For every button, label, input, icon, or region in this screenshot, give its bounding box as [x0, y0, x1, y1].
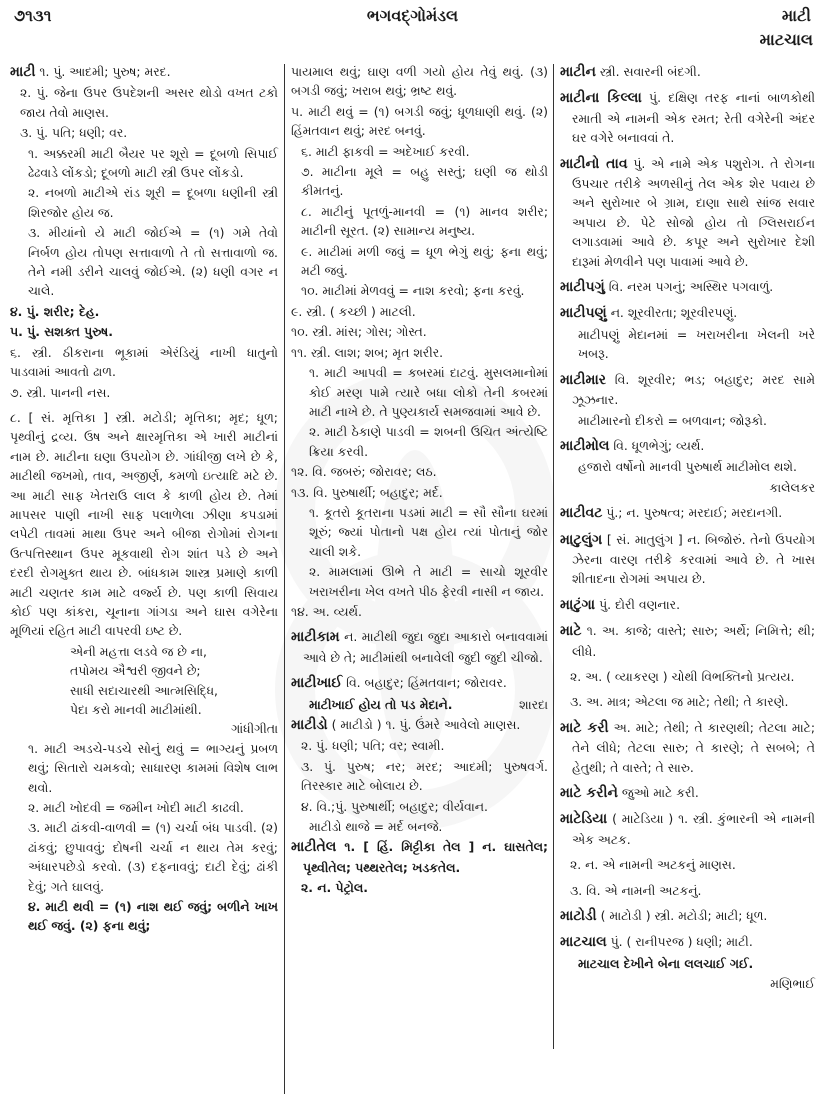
sense: ૧૨. વિ. જબરું; જોરાવર; લઠ.	[291, 464, 437, 480]
entry-text: પું. દોરી વણનાર.	[595, 596, 681, 612]
column-divider	[284, 64, 285, 1094]
sense: ૨. અ. ( વ્યાકરણ ) ચોથી વિભક્તિનો પ્રત્યય.	[570, 668, 795, 684]
sense: ૫. પું. સશક્ત પુરુષ.	[10, 324, 113, 340]
dictionary-title: ભગવદ્ગોમંડલ	[366, 6, 459, 25]
page-header	[0, 0, 825, 60]
verse-line: પેદા કરો માનવી માટીમાંથી.	[70, 702, 202, 717]
headword: માટુલુંગ	[560, 531, 603, 548]
sense: ૩. પું. પતિ; ધણી; વર.	[20, 125, 128, 141]
usage-quote: માટીમારનો દીકરો = બળવાન; જોરૂકો.	[578, 412, 767, 428]
headword: માટીના કિલ્લા	[560, 90, 642, 107]
entry	[560, 621, 815, 661]
entry-text: જુઓ માટે કરી.	[617, 785, 699, 800]
entry	[560, 277, 815, 297]
idiom: ૨. માટી ઠેકાણે પાડવી = શબની ઉચિત અંત્યેષ્ટિ ક્રિયા કરવી.	[309, 424, 548, 459]
verse-quote	[10, 642, 278, 720]
quote-source: મણિભાઈ	[770, 976, 815, 992]
entry-text: ૧. અ. કાજે; વાસ્તે; સારુ; અર્થે; નિમિત્તે; થી; લીધે.	[572, 623, 815, 659]
idiom: ૯. માટીમાં મળી જવું = ધૂળ ભેગું થવું; ફના થવું; મટી જવું.	[301, 243, 548, 279]
sense: ૨. પું. જેના ઉપર ઉપદેશની અસર થોડો વખત ટકો જાય તેવો માણસ.	[20, 85, 278, 120]
entry	[560, 62, 815, 82]
entry-text: ( માટેડિયા ) ૧. સ્ત્રી. કુંભારની એ નામની એક અટક.	[572, 811, 815, 847]
sense: ૬. સ્ત્રી. ઠીકરાના ભૂકામાં એરંડિયું નાખી ધાતુનો પાડવામાં આવતો ઢાળ.	[10, 344, 278, 380]
entry-text: ૧. પું. આદમી; પુરુષ; મરદ.	[35, 64, 171, 79]
entry-text: ન. શૂરવીરતા; શૂરવીરપણું.	[606, 305, 738, 321]
idiom: ૫. માટી થવું = (૧) બગડી જવું; ધૂળધાણી થવું. (૨) હિંમતવાન થવું; મરદ બનવું.	[291, 103, 548, 139]
headword: માટીન	[560, 64, 596, 80]
idiom: ૮. માટીનું પૂતળું-માનવી = (૧) માનવ શરીર; માટીની સૂરત. (૨) સામાન્ય મનુષ્ય.	[301, 203, 548, 239]
headword: માટીડો	[291, 717, 328, 733]
sense: ૨. પું. ધણી; પતિ; વર; સ્વામી.	[301, 738, 445, 754]
idiom: ૬. માટી ફાકવી = અદેખાઈ કરવી.	[301, 143, 470, 159]
sense: ૭. સ્ત્રી. પાનની નસ.	[10, 384, 111, 400]
entry	[560, 595, 815, 615]
headword: માટે	[560, 623, 582, 640]
entry-text: ૧. [ હિં. મિટ્ટીકા તેલ ] ન. ઘાસતેલ; પૃથ્વીતેલ; પથ્થરતેલ; ખડકતેલ.	[303, 839, 548, 875]
headword: માટચાલ	[560, 934, 607, 951]
entry-text: પું. ( રાનીપરજ ) ધણી; માટી.	[606, 934, 753, 950]
entry-text: પું.; ન. પુરુષત્વ; મરદાઈ; મરદાનગી.	[602, 505, 783, 521]
idiom: ૨. નબળો માટીએ રાંડ શૂરી = દૂબળા ધણીની સ્ત્રી શિરજોર હોય જ.	[28, 185, 278, 220]
column-divider	[553, 64, 554, 1049]
headword: માટેડિયા	[560, 811, 608, 828]
sense: ૯. સ્ત્રી. ( કચ્છી ) માટલી.	[291, 303, 416, 319]
continued-text: પાયમાલ થવું; ઘાણ વળી ગયો હોય તેવું થવું. (૩) બગડી જવું; ખરાબ થવું; ભ્રષ્ટ થવું.	[291, 64, 548, 99]
idiom: ૪. માટી થવી = (૧) નાશ થઈ જવું; બળીને ખાખ થઈ જવું. (૨) ફના થવું;	[28, 899, 278, 934]
idiom: ૩. મીયાંનો યે માટી જોઈએ = (૧) ગમે તેવો નિર્બળ હોય તોપણ સત્તાવાળો તે તો સત્તાવાળો જ. તેને નમી ડરીને ચાલવું જોઈએ. (૨) ધણી વગર ન ચાલે.	[28, 225, 278, 299]
idiom: ૩. માટી ઢાંકવી-વાળવી = (૧) ચર્ચા બંધ પાડવી. (૨) ઢાંકવું; છુપાવવું; દોષની ચર્ચા ન થાય તેમ કરવું; અંધારપછેડો કરવો. (૩) દફનાવવું; દાટી દેવું; ઢાંકી દેવું; ગતે ઘાલવું.	[28, 820, 278, 894]
entry-text: સ્ત્રી. સવારની બંદગી.	[595, 64, 701, 79]
idiom: ૨. મામલામાં ઊભે તે માટી = સાચો શૂરવીર ખરાખરીના ખેલ વખતે પીઠ ફેરવી નાસી ન જાય.	[309, 564, 548, 599]
verse-line: સાધી સદાચારથી આત્મસિદ્ધિ,	[70, 682, 218, 698]
headword: માટીમોલ	[560, 437, 610, 454]
entry	[560, 906, 815, 926]
entry-text: પું. દક્ષિણ તરફ નાનાં બાળકોથી રમાતી એ નામની એક રમત; રેતી વગેરેની અંદર ઘર વગેરે બનાવવાં તે.	[572, 90, 815, 146]
entry-text: વિ. બહાદુર; હિંમતવાન; જોરાવર.	[342, 675, 507, 691]
headword: માટે કરી	[560, 719, 609, 736]
headword: માટીપગું	[560, 279, 605, 296]
headword: માટીતેલ	[291, 839, 337, 856]
entry	[560, 370, 815, 410]
verse-line: એની મહત્તા લડવે જ છે ના,	[70, 643, 207, 659]
entry-text: [ સં. માતુલુંગ ] ન. બિજોરું. તેનો ઉપયોગ ઝેરના વારણ તરીકે કરવામાં આવે છે. તે ખાસ શીતાદના રોગમાં અપાય છે.	[572, 531, 815, 587]
entry-text: પું. એ નામે એક પશુરોગ. તે રોગના ઉપચાર તરીકે અળસીનું તેલ એક શેર પવાય છે અને સુરોખાર બે ગ્રામ, દાણા સાથે સાંજ સવાર અપાય છે. પેટે સોજો હોય તો ગ્લિસરાઈન લગાડવામાં આવે છે. કપૂર અને સુરોખાર દેશી દારૂમાં મેળવીને પણ પાવામાં આવે છે.	[572, 155, 815, 269]
entry-text: ( માટોડી ) સ્ત્રી. મટોડી; માટી; ધૂળ.	[596, 908, 768, 924]
entry	[560, 436, 815, 456]
sense: ૧૦. સ્ત્રી. માંસ; ગોસ; ગોસ્ત.	[291, 324, 427, 340]
guide-word-last: માટચાલ	[759, 30, 813, 49]
sense: ૨. ન. પેટ્રોલ.	[301, 880, 368, 896]
entry	[291, 715, 548, 735]
headword: માટીકામ	[291, 629, 340, 646]
idiom: ૧૦. માટીમાં મેળવવું = નાશ કરવો; ફના કરવું.	[301, 283, 525, 299]
quote-source: ગાંધીગીતા	[231, 721, 278, 737]
sense: ૩. વિ. એ નામની અટકનું.	[570, 882, 702, 898]
verse-line: તપોમય ઐશ્વરી જીવને છે;	[70, 663, 201, 679]
idiom: ૧. કૂતરો કૂતરાના પડમાં માટી = સૌ સૌના ઘરમાં શૂરું; જ્યાં પોતાનો પક્ષ હોય ત્યાં પોતાનું જોર ચાલી શકે.	[309, 504, 548, 559]
entry	[560, 88, 815, 147]
entry	[560, 503, 815, 523]
entry	[560, 530, 815, 589]
entry	[560, 154, 815, 271]
sense: ૧૩. વિ. પુરુષાર્થી; બહાદુર; મર્દ.	[291, 484, 443, 500]
sense: ૩. અ. માત્ર; એટલા જ માટે; તેથી; તે કારણે.	[570, 694, 789, 710]
idiom: ૧. માટી અડચે-પડચે સોનું થવું = ભાગ્યનું પ્રબળ થવું; સિતારો ચમકવો; સાધારણ કામમાં વિશેષ લાભ થવો.	[28, 740, 278, 795]
sense: ૮. [ સં. મૃત્તિકા ] સ્ત્રી. મટોડી; મૃત્તિકા; મૃદ; ધૂળ; પૃથ્વીનું દ્રવ્ય. ઉષ અને ક્ષારમૃત્તિકા એ ખારી માટીનાં નામ છે. માટીના ઘણા ઉપયોગ છે. ગાંધીજી લખે છે કે, માટીથી જખમો, તાવ, અજીર્ણ, કમળો ઇત્યાદિ મટે છે. આ માટી સાફ ખેતરાઉ લાલ કે કાળી હોય છે. તેમાં માપસર પાણી નાખી સાફ પલાળેલા ઝીણા કપડામાં લપેટી તાવમાં માથા ઉપર અને બીજા રોગોમાં રોગના ઉત્પત્તિસ્થાન ઉપર મૂકવાથી રોગ શાંત પડે છે અને દરદી રોગમુક્ત થાય છે. બાંધકામ શાસ્ત્ર પ્રમાણે કાળી માટી ચણતર કામ માટે વર્જ્ય છે. પણ કાળી સિવાય કોઈ પણ કાંકરા, ચૂનાના ગાંગડા અને ઘાસ વગેરેના મૂળિયાં રહિત માટી વાપરવી ઇષ્ટ છે.	[10, 409, 278, 639]
entry-text: વિ. શૂરવીર; ભડ; બહાદુર; મરદ સામે ઝૂઝનાર.	[572, 371, 815, 408]
usage-quote: માટીડો થાજે = મર્દ બનજે.	[309, 819, 443, 835]
sense: ૪. પું. શરીર; દેહ.	[10, 303, 100, 319]
sense: ૨. ન. એ નામની અટકનું માણસ.	[570, 857, 736, 873]
usage-quote	[291, 695, 548, 714]
entry	[10, 62, 278, 82]
entry-text: ન. માટીથી જુદા જુદા આકારો બનાવવામાં આવે છે તે; માટીમાંથી બનાવેલી જુદી જુદી ચીજો.	[303, 629, 548, 665]
usage-quote: હજારો વર્ષોનો માનવી પુરુષાર્થ માટીમોલ થશે.	[578, 459, 797, 475]
headword: માટીમાર	[560, 371, 607, 388]
headword: માટીવટ	[560, 505, 603, 522]
sense: ૩. પું. પુરુષ; નર; મરદ; આદમી; પુરુષવર્ગ. તિરસ્કાર માટે બોલાય છે.	[301, 758, 548, 794]
entry	[291, 673, 548, 693]
headword: માટોડી	[560, 908, 597, 925]
column-1	[10, 62, 278, 937]
entry	[560, 303, 815, 323]
usage-quote: માટચાલ દેખીને બેના લલચાઈ ગઈ.	[578, 955, 754, 971]
idiom: ૭. માટીના મૂલે = બહુ સસ્તું; ઘણી જ થોડી કીમતનું.	[301, 164, 548, 199]
headword: માટીનો તાવ	[560, 155, 628, 172]
entry-text: વિ. નરમ પગનું; અસ્થિર પગવાળું.	[604, 279, 774, 295]
sense: ૪. વિ.;પું. પુરુષાર્થી; બહાદુર; વીર્યવાન.	[301, 798, 488, 814]
idiom: ૧. અક્કરમી માટી બૈયર પર શૂરો = દૂબળો સિપાઈ ઢેઢવાડે લોંકડો; દૂબળો માટી સ્ત્રી ઉપર લોંકડો.	[28, 145, 278, 181]
headword: માટે કરીને	[560, 785, 618, 801]
sense: ૧૪. અ. વ્યર્થ.	[291, 603, 362, 619]
sense: ૧૧. સ્ત્રી. લાશ; શબ; મૃત શરીર.	[291, 344, 444, 360]
usage-quote: માટીપણું મેદાનમાં = ખરાખરીના ખેલની ખરે ખબરૂ.	[578, 326, 815, 362]
entry-text: ( માટીડો ) ૧. પું. ઉંમરે આવેલો માણસ.	[327, 717, 521, 732]
entry	[560, 783, 815, 803]
column-3	[560, 62, 815, 994]
entry	[560, 809, 815, 849]
quote-source: કાલેલકર	[769, 479, 815, 495]
headword: માટીપણું	[560, 305, 607, 322]
column-2	[291, 62, 548, 899]
entry	[560, 932, 815, 952]
headword: માટુંગા	[560, 596, 596, 613]
page-number: ૭૧૩૧	[14, 6, 52, 25]
headword: માટી	[10, 64, 36, 80]
headword: માટીખાઈ	[291, 675, 343, 692]
entry-text: અ. માટે; તેથી; તે કારણથી; તેટલા માટે; તેને લીધે; તેટલા સારુ; તે કારણે; તે સબબે; તે હેતુથી; તે વાસ્તે; તે સારુ.	[572, 719, 815, 775]
entry-text: વિ. ધૂળભેગું; વ્યર્થ.	[609, 437, 705, 453]
idiom: ૨. માટી ખોદવી = જમીન ખોદી માટી કાઢવી.	[28, 800, 244, 816]
idiom: ૧. માટી આપવી = કબરમાં દાટવું. મુસલમાનોમાં કોઈ મરણ પામે ત્યારે બધા લોકો તેની કબરમાં માટી નાખે છે. તે પુણ્યકાર્ય સમજવામાં આવે છે.	[309, 365, 548, 419]
quote-text: માટીખાઈ હોય તો પડ મેદાને.	[309, 696, 453, 712]
guide-word-first: માટી	[781, 6, 811, 25]
entry	[291, 837, 548, 877]
entry	[291, 627, 548, 667]
entry	[560, 718, 815, 777]
quote-source: શારદા	[519, 696, 548, 712]
